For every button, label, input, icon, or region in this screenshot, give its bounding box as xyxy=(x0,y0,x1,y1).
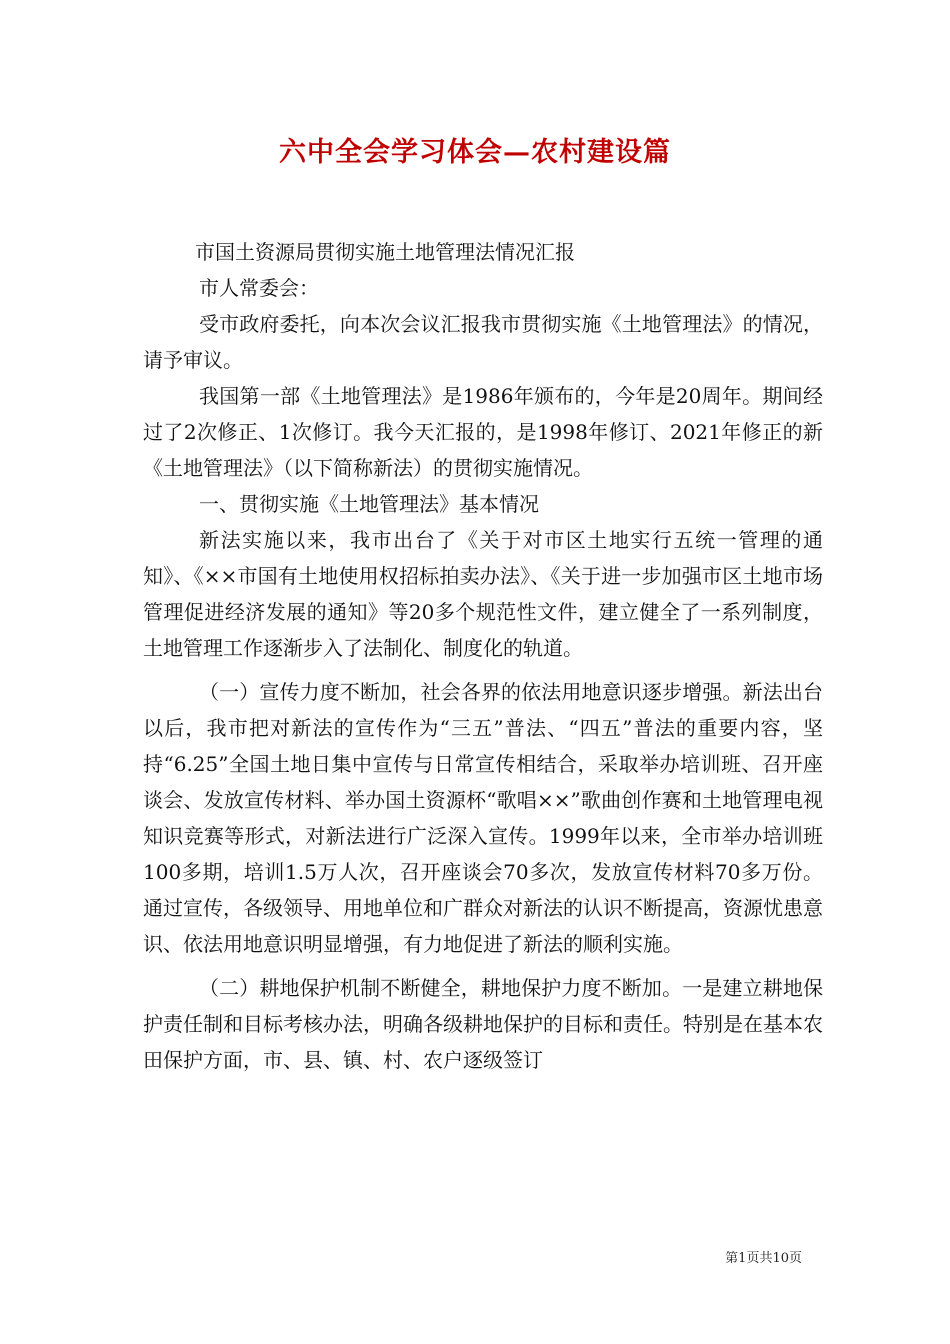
paragraph: 新法实施以来，我市出台了《关于对市区土地实行五统一管理的通知》、《××市国有土地使用权招标拍卖办法》、《关于进一步加强市区土地市场管理促进经济发展的通知》等20多个规范性文件，建立健全了一系列制度，土地管理工作逐渐步入了法制化、制度化的轨道。 xyxy=(143,528,823,660)
paragraph: （二）耕地保护机制不断健全，耕地保护力度不断加。一是建立耕地保护责任制和目标考核办法，明确各级耕地保护的目标和责任。特别是在基本农田保护方面，市、县、镇、村、农户逐级签订 xyxy=(143,976,823,1072)
paragraph: 受市政府委托，向本次会议汇报我市贯彻实施《土地管理法》的情况，请予审议。 xyxy=(143,312,823,372)
section-heading: 一、贯彻实施《土地管理法》基本情况 xyxy=(199,492,539,516)
paragraph: （一）宣传力度不断加，社会各界的依法用地意识逐步增强。新法出台以后，我市把对新法的宣传作为“三五”普法、“四五”普法的重要内容，坚持“6.25”全国土地日集中宣传与日常宣传相结合，采取举办培训班、召开座谈会、发放宣传材料、举办国土资源杯“歌唱××”歌曲创作赛和土地管理电视知识竞赛等形式，对新法进行广泛深入宣传。1999年以来，全市举办培训班100多期，培训1.5万人次，召开座谈会70多次，发放宣传材料70多万份。通过宣传，各级领导、用地单位和广群众对新法的认识不断提高，资源忧患意识、依法用地意识明显增强，有力地促进了新法的顺利实施。 xyxy=(143,680,823,956)
report-heading: 市国土资源局贯彻实施土地管理法情况汇报 xyxy=(195,240,575,264)
paragraph: 我国第一部《土地管理法》是1986年颁布的，今年是20周年。期间经过了2次修正、1次修订。我今天汇报的，是1998年修订、2021年修正的新《土地管理法》（以下简称新法）的贯彻实施情况。 xyxy=(143,384,823,480)
document-body xyxy=(143,234,823,1078)
page-number: 第1页共10页 xyxy=(725,1251,802,1266)
salutation: 市人常委会： xyxy=(199,276,319,300)
document-title: 六中全会学习体会—农村建设篇 xyxy=(279,137,671,168)
